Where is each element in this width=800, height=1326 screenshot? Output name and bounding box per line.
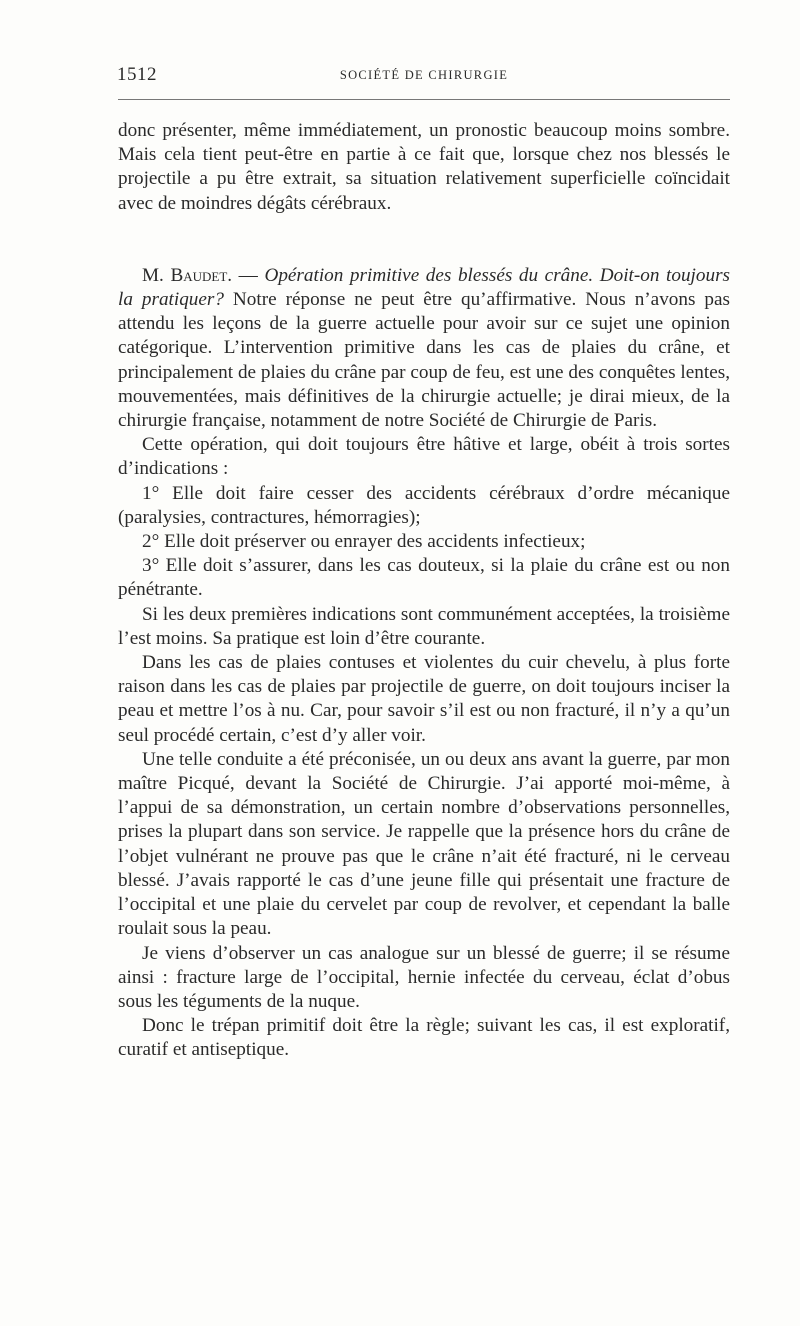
- paragraph-indication-3: 3° Elle doit s’assurer, dans les cas douteux, si la plaie du crâne est ou non pénétrante.: [118, 555, 730, 601]
- journal-title: SOCIÉTÉ DE CHIRURGIE: [339, 68, 509, 82]
- section-title: Opération primitive des blessés du crâne. Doit-on toujours la pratiquer?: [118, 264, 731, 311]
- speaker-name: M. Baudet.: [142, 264, 233, 286]
- header-rule: [118, 99, 730, 100]
- paragraph-cas-analogue: Je viens d’observer un cas analogue sur un blessé de guerre; il se résume ainsi : fracture large de l’occipital, hernie infectée du cerveau, éclat d’obus sous les téguments de la nuque.: [118, 942, 730, 1012]
- title-dash: —: [232, 264, 265, 286]
- intro-paragraph: donc présenter, même immédiatement, un pronostic beaucoup moins sombre. Mais cela tient peut-être en partie à ce fait que, lorsque chez nos blessés le projectile a pu être extrait, sa situation relativement superficielle coïncidait avec de moindres dégâts cérébraux.: [118, 120, 730, 214]
- page-number: 1512: [117, 64, 157, 85]
- intro-block: [118, 119, 730, 216]
- paragraph-indication-1: 1° Elle doit faire cesser des accidents cérébraux d’ordre mécanique (paralysies, contractures, hémorragies);: [118, 482, 730, 528]
- section-opening-text: Notre réponse ne peut être qu’affirmative. Nous n’avons pas attendu les leçons de la guerre actuelle pour avoir sur ce sujet une opinion catégorique. L’intervention primitive dans les cas de plaies du crâne, et principalement de plaies du crâne par coup de feu, est une des conquêtes lentes, mouvementées, mais définitives de la chirurgie actuelle; je dirai mieux, de la chirurgie française, notamment de notre Société de Chirurgie de Paris.: [118, 289, 730, 432]
- section-opening-paragraph: [118, 264, 730, 433]
- paragraph-conclusion: Donc le trépan primitif doit être la règle; suivant les cas, il est exploratif, curatif et antiseptique.: [118, 1015, 730, 1061]
- running-head: [118, 58, 730, 92]
- paragraph-indications: Cette opération, qui doit toujours être hâtive et large, obéit à trois sortes d’indications :: [118, 434, 730, 480]
- paragraph-indication-2: 2° Elle doit préserver ou enrayer des accidents infectieux;: [142, 531, 586, 553]
- paragraph-plaies-contuses: Dans les cas de plaies contuses et violentes du cuir chevelu, à plus forte raison dans les cas de plaies par projectile de guerre, on doit toujours inciser la peau et mettre l’os à nu. Car, pour savoir s’il est ou non fracturé, il n’y a qu’un seul procédé certain, c’est d’y aller voir.: [118, 652, 730, 746]
- paragraph-picque: Une telle conduite a été préconisée, un ou deux ans avant la guerre, par mon maître Picqué, devant la Société de Chirurgie. J’ai apporté moi-même, à l’appui de sa démonstration, un certain nombre d’observations personnelles, prises la plupart dans son service. Je rappelle que la présence hors du crâne de l’objet vulnérant ne prouve pas que le crâne n’ait été fracturé, ni le cerveau blessé. J’avais rapporté le cas d’une jeune fille qui présentait une fracture de l’occipital et une plaie du cervelet par coup de revolver, et cependant la balle roulait sous la peau.: [118, 748, 730, 940]
- document-page: [118, 58, 730, 1063]
- communication-section: [118, 264, 730, 1063]
- paragraph-acceptance: Si les deux premières indications sont communément acceptées, la troisième l’est moins. Sa pratique est loin d’être courante.: [118, 603, 730, 649]
